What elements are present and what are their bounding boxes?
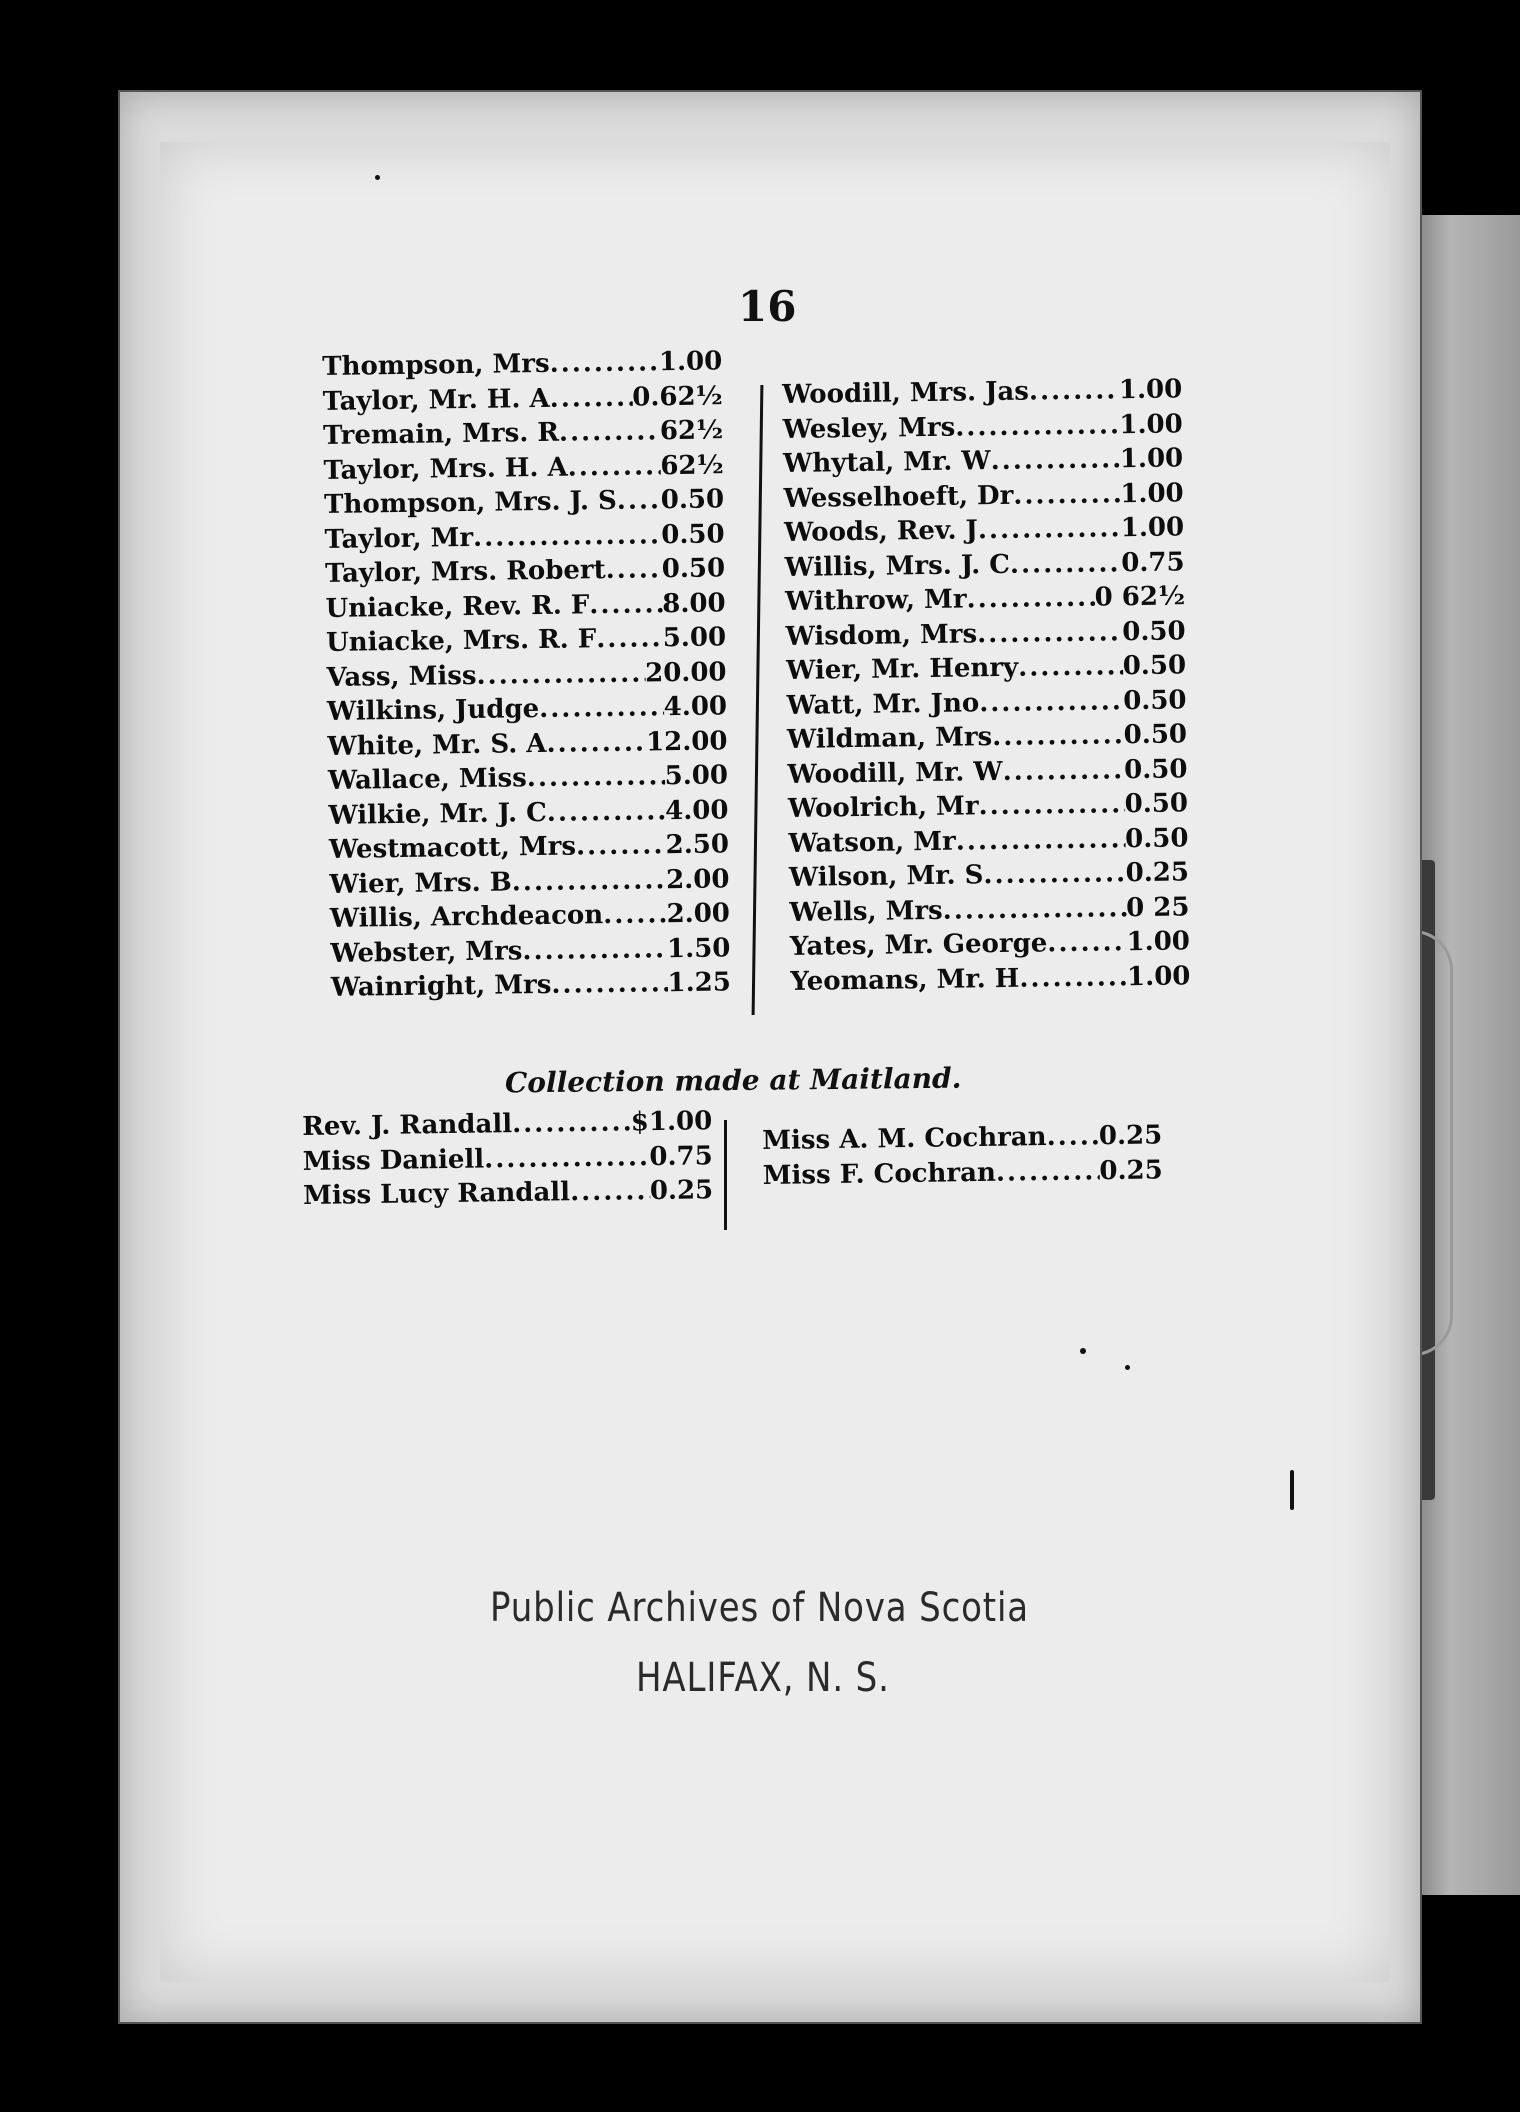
leader-dots [996,1154,1100,1190]
subscription-entry [325,586,725,626]
leader-dots [511,863,666,900]
subscription-entry [326,620,726,660]
subscription-entry [782,372,1182,412]
subscription-entry [323,413,723,453]
leader-dots [1010,546,1122,582]
donation-amount: 1.25 [667,967,732,999]
leader-dots [1047,925,1127,961]
subscription-entry [762,1118,1162,1158]
donation-amount: 5.00 [662,622,727,654]
document-page [118,90,1422,2024]
subscription-entry [329,827,729,867]
donation-amount: 4.00 [664,794,729,826]
page-number: 16 [738,282,797,331]
subscriber-name: Taylor, Mr [324,522,474,555]
subscriber-name: Wainright, Mrs [330,969,552,1003]
subscriber-name: Wier, Mrs. B [329,866,512,900]
donation-amount: 0.50 [1124,822,1189,854]
subscriber-name: Wildman, Mrs [786,722,993,755]
subscription-entry [303,1173,713,1213]
ink-speck [1080,1348,1086,1354]
subscription-entry [789,855,1189,895]
donation-amount: 1.00 [1126,960,1191,992]
donation-amount: 0.50 [1123,719,1188,751]
donation-amount: 0.50 [1124,788,1189,820]
subscriber-name: Thompson, Mrs. J. S [323,485,618,520]
section-heading: Collection made at Maitland. [504,1061,962,1100]
subscriber-name: Miss A. M. Cochran [762,1122,1047,1156]
leader-dots [546,725,646,761]
subscription-entry [330,931,730,971]
subscription-entry [302,1139,712,1179]
donation-amount: 0.25 [649,1175,714,1207]
archive-stamp-line2: HALIFAX, N. S. [636,1655,890,1701]
donation-amount: 0 25 [1125,891,1190,923]
leader-dots [484,1140,650,1177]
subscriber-name: Withrow, Mr [784,584,967,617]
subscription-entry [786,648,1186,688]
subscriber-name: Watson, Mr [788,826,956,859]
subscription-entry [326,655,726,695]
donation-amount: 0 62½ [1094,581,1186,613]
donation-amount: 0.75 [649,1140,713,1172]
donation-amount: 5.00 [664,760,729,792]
subscriber-name: Wilkins, Judge [326,694,540,727]
subscription-entry [331,965,731,1005]
leader-dots [473,518,662,555]
donation-amount: 62½ [660,449,724,481]
leader-dots [549,345,659,381]
leader-dots [978,511,1121,547]
subscriber-name: Tremain, Mrs. R [322,417,560,451]
leader-dots [547,794,666,830]
donation-amount: 4.00 [663,691,728,723]
subscription-entry [788,786,1188,826]
archive-stamp-line1: Public Archives of Nova Scotia [490,1585,1029,1631]
subscriber-name: Taylor, Mr. H. A [322,383,550,417]
donation-amount: 1.00 [1118,374,1183,406]
subscriber-name: Wisdom, Mrs [785,618,978,652]
subscriber-name: Yates, Mr. George [789,928,1048,962]
subscription-entry [327,724,727,764]
subscriber-name: Miss Daniell [302,1143,485,1177]
subscriber-name: Wesselhoeft, Dr [783,480,1014,514]
leader-dots [476,656,645,693]
leader-dots [576,828,666,864]
donation-amount: 0.62½ [632,380,723,413]
leader-dots [551,966,668,1002]
leader-dots [1013,477,1120,513]
donation-amount: 1.00 [1119,443,1184,475]
leader-dots [559,414,660,450]
subscription-entry [784,510,1184,550]
donation-amount: 0.50 [1123,753,1188,785]
subscriber-name: Vass, Miss [326,660,477,693]
leader-dots [956,822,1126,859]
subscription-entry [323,448,723,488]
leader-dots [990,442,1120,478]
subscriber-name: Wilkie, Mr. J. C [328,797,548,831]
leader-dots [992,718,1124,754]
subscription-entry [322,344,722,384]
subscription-entry [322,379,722,419]
leader-dots [512,1105,631,1141]
donation-amount: 0.25 [1099,1154,1163,1186]
subscription-entry [785,614,1185,654]
ink-speck [1125,1365,1130,1370]
leader-dots [567,449,660,485]
subscriber-name: Wallace, Miss [327,763,528,796]
donation-amount: 1.00 [1120,477,1184,509]
donation-amount: 1.00 [1120,512,1185,544]
subscriber-name: Westmacott, Mrs [328,831,577,865]
leader-dots [527,759,665,795]
donation-amount: 2.00 [666,898,731,930]
donation-amount: 1.00 [1126,926,1191,958]
subscription-entry [330,896,730,936]
subscription-entry [783,476,1183,516]
subscription-entry [324,517,724,557]
donation-amount: 0.50 [660,484,725,516]
leader-dots [983,856,1126,892]
subscription-entry [784,545,1184,585]
subscriber-name: Wesley, Mrs [782,412,956,445]
subscriber-name: Woodill, Mrs. Jas [782,376,1030,410]
subscriber-name: Woods, Rev. J [783,515,979,548]
leader-dots [570,1174,650,1210]
leader-dots [1002,753,1124,789]
subscription-entry [787,752,1187,792]
donation-amount: 8.00 [662,587,726,619]
subscriber-name: Miss F. Cochran [762,1157,997,1191]
subscriber-name: Willis, Archdeacon [329,900,604,934]
leader-dots [549,380,632,416]
subscription-entry [790,924,1190,964]
subscriber-name: Woodill, Mr. W [787,756,1003,790]
leader-dots [966,581,1095,617]
column-divider [724,1120,727,1230]
donation-amount: 0.25 [1125,857,1190,889]
donation-amount: 0.50 [1122,650,1187,682]
subscriber-column-left [322,344,731,1005]
subscription-entry [787,717,1187,757]
leader-dots [596,621,663,656]
subscription-entry [327,689,727,729]
subscription-entry [302,1104,712,1144]
leader-dots [617,483,661,518]
leader-dots [942,891,1126,928]
leader-dots [978,787,1125,824]
subscriber-name: Taylor, Mrs. Robert [324,555,606,589]
subscription-entry [762,1153,1162,1193]
subscriber-name: Miss Lucy Randall [302,1177,571,1211]
leader-dots [977,615,1123,652]
maitland-column-right [762,1118,1163,1193]
leader-dots [1046,1119,1099,1154]
subscription-entry [786,683,1186,723]
subscriber-name: Rev. J. Randall [302,1109,513,1142]
subscriber-name: Wier, Mr. Henry [785,652,1019,686]
subscriber-name: White, Mr. S. A [327,728,547,762]
subscription-entry [325,551,725,591]
donation-amount: 0.50 [661,518,725,550]
donation-amount: 2.50 [665,829,730,861]
subscriber-column-right [782,372,1191,999]
leader-dots [539,690,664,726]
subscription-entry [783,441,1183,481]
subscriber-name: Woolrich, Mr [787,791,979,824]
subscriber-name: Whytal, Mr. W [782,446,991,479]
subscriber-name: Uniacke, Rev. R. F [325,589,590,624]
donation-amount: 1.50 [666,932,731,964]
subscriber-name: Wells, Mrs [789,895,943,928]
donation-amount: 12.00 [645,725,728,758]
donation-amount: 20.00 [644,656,727,689]
leader-dots [522,932,667,969]
leader-dots [955,408,1120,445]
subscriber-name: Taylor, Mrs. H. A [323,452,568,486]
subscription-entry [324,482,724,522]
ink-speck [375,175,380,180]
subscription-entry [328,758,728,798]
subscriber-name: Wilson, Mr. S [788,860,984,893]
donation-amount: $1.00 [630,1106,713,1138]
donation-amount: 1.00 [1119,408,1183,440]
donation-amount: 0.50 [1122,615,1186,647]
donation-amount: 0.50 [661,553,726,585]
subscription-entry [789,890,1189,930]
leader-dots [1029,373,1119,409]
donation-amount: 2.00 [665,863,730,895]
subscriber-name: Yeomans, Mr. H [790,963,1020,997]
donation-amount: 62½ [659,415,724,447]
subscription-entry [328,793,728,833]
subscriber-name: Uniacke, Mrs. R. F [325,624,597,658]
donation-amount: 0.75 [1121,546,1185,578]
subscription-entry [790,959,1190,999]
leader-dots [1018,649,1123,685]
leader-dots [603,897,667,932]
leader-dots [1019,960,1127,996]
subscription-entry [785,579,1185,619]
leader-dots [979,684,1123,721]
leader-dots [605,552,662,587]
subscriber-name: Thompson, Mrs [322,348,550,382]
subscription-entry [788,821,1188,861]
donation-amount: 0.50 [1123,684,1187,716]
leader-dots [589,587,662,623]
subscriber-name: Watt, Mr. Jno [786,687,980,721]
subscriber-name: Webster, Mrs [330,935,523,969]
ink-mark [1290,1470,1294,1510]
subscription-entry [782,407,1182,447]
maitland-column-left [302,1104,713,1213]
subscriber-name: Willis, Mrs. J. C [784,549,1011,583]
donation-amount: 0.25 [1098,1120,1163,1152]
donation-amount: 1.00 [658,346,723,378]
subscription-entry [329,862,729,902]
